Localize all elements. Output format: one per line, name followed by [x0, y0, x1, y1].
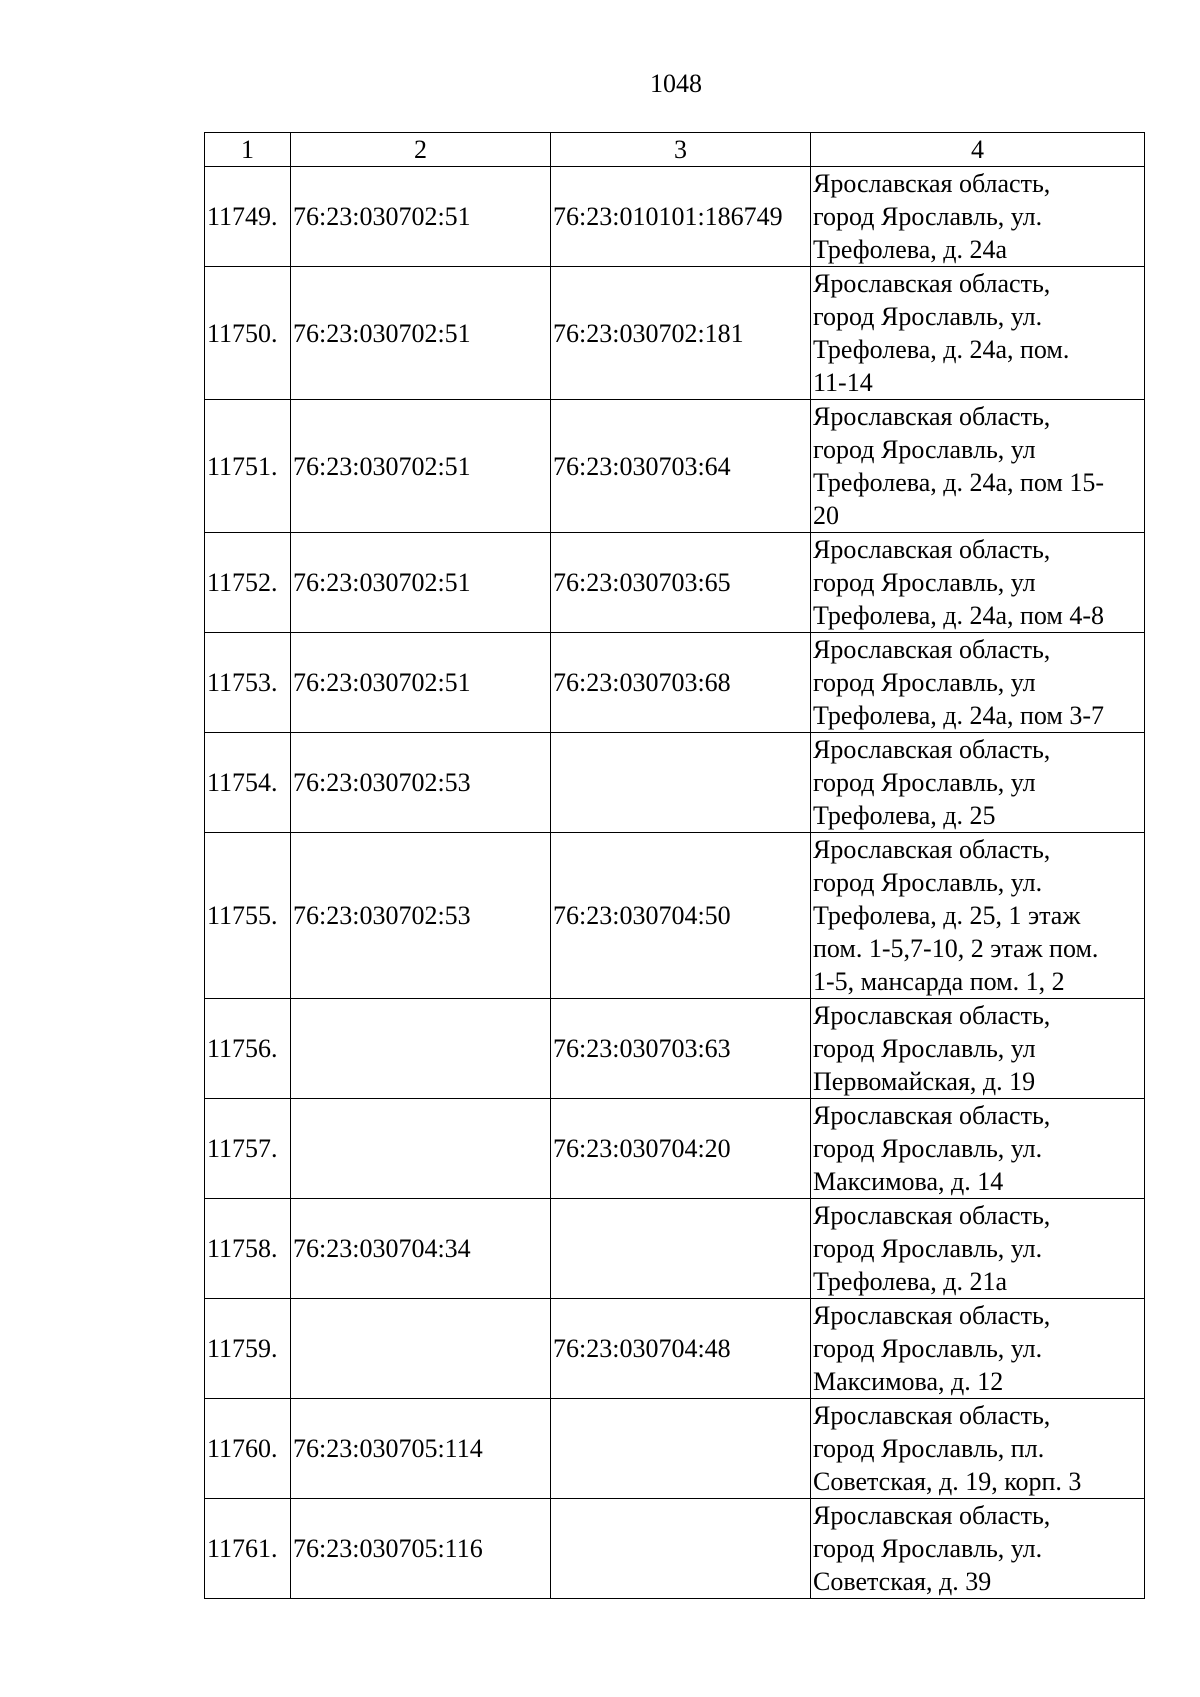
cadastral-number-object: 76:23:010101:186749 [551, 167, 811, 267]
cadastral-number-land: 76:23:030702:51 [291, 400, 551, 533]
cadastral-number-object [551, 1399, 811, 1499]
row-number: 11758. [205, 1199, 291, 1299]
address: Ярославская область, город Ярославль, пл. Советская, д. 19, корп. 3 [811, 1399, 1145, 1499]
cadastral-number-land: 76:23:030702:51 [291, 167, 551, 267]
row-number: 11754. [205, 733, 291, 833]
table-row [205, 833, 1145, 999]
table-header-row [205, 133, 1145, 167]
row-number: 11753. [205, 633, 291, 733]
page-number: 1048 [650, 69, 702, 98]
column-header-2: 2 [291, 133, 551, 167]
cadastral-number-land: 76:23:030702:53 [291, 733, 551, 833]
table-row [205, 1199, 1145, 1299]
cadastral-number-land [291, 999, 551, 1099]
row-number: 11761. [205, 1499, 291, 1599]
cadastral-number-land: 76:23:030705:116 [291, 1499, 551, 1599]
table-row [205, 400, 1145, 533]
cadastral-number-land: 76:23:030705:114 [291, 1399, 551, 1499]
address: Ярославская область, город Ярославль, ул. Максимова, д. 14 [811, 1099, 1145, 1199]
address: Ярославская область, город Ярославль, ул. Максимова, д. 12 [811, 1299, 1145, 1399]
address: Ярославская область, город Ярославль, ул Трефолева, д. 24а, пом 4-8 [811, 533, 1145, 633]
table-row [205, 733, 1145, 833]
cadastral-number-object [551, 1499, 811, 1599]
address: Ярославская область, город Ярославль, ул Трефолева, д. 24а, пом 3-7 [811, 633, 1145, 733]
address: Ярославская область, город Ярославль, ул. Трефолева, д. 24а, пом. 11-14 [811, 267, 1145, 400]
table-row [205, 533, 1145, 633]
cadastral-number-land: 76:23:030702:51 [291, 267, 551, 400]
address: Ярославская область, город Ярославль, ул. Советская, д. 39 [811, 1499, 1145, 1599]
cadastral-number-land: 76:23:030702:51 [291, 633, 551, 733]
cadastral-number-land: 76:23:030702:53 [291, 833, 551, 999]
cadastral-number-object: 76:23:030703:63 [551, 999, 811, 1099]
cadastral-number-object [551, 1199, 811, 1299]
row-number: 11759. [205, 1299, 291, 1399]
cadastral-number-object [551, 733, 811, 833]
cadastral-number-object: 76:23:030704:20 [551, 1099, 811, 1199]
column-header-4: 4 [811, 133, 1145, 167]
cadastral-number-object: 76:23:030704:48 [551, 1299, 811, 1399]
row-number: 11751. [205, 400, 291, 533]
table-row [205, 1399, 1145, 1499]
address: Ярославская область, город Ярославль, ул. Трефолева, д. 24а [811, 167, 1145, 267]
row-number: 11752. [205, 533, 291, 633]
address: Ярославская область, город Ярославль, ул Трефолева, д. 25 [811, 733, 1145, 833]
cadastral-number-land [291, 1099, 551, 1199]
row-number: 11756. [205, 999, 291, 1099]
cadastral-number-object: 76:23:030704:50 [551, 833, 811, 999]
address: Ярославская область, город Ярославль, ул. Трефолева, д. 21а [811, 1199, 1145, 1299]
cadastral-number-land: 76:23:030704:34 [291, 1199, 551, 1299]
row-number: 11755. [205, 833, 291, 999]
table-row [205, 633, 1145, 733]
table-row [205, 267, 1145, 400]
table-row [205, 1499, 1145, 1599]
cadastral-number-land: 76:23:030702:51 [291, 533, 551, 633]
cadastral-number-object: 76:23:030703:68 [551, 633, 811, 733]
address: Ярославская область, город Ярославль, ул Первомайская, д. 19 [811, 999, 1145, 1099]
cadastral-number-object: 76:23:030703:64 [551, 400, 811, 533]
row-number: 11760. [205, 1399, 291, 1499]
cadastral-number-land [291, 1299, 551, 1399]
registry-table [204, 132, 1145, 1599]
row-number: 11750. [205, 267, 291, 400]
column-header-3: 3 [551, 133, 811, 167]
row-number: 11757. [205, 1099, 291, 1199]
table-row [205, 1299, 1145, 1399]
address: Ярославская область, город Ярославль, ул Трефолева, д. 24а, пом 15- 20 [811, 400, 1145, 533]
column-header-1: 1 [205, 133, 291, 167]
row-number: 11749. [205, 167, 291, 267]
cadastral-number-object: 76:23:030703:65 [551, 533, 811, 633]
table-row [205, 1099, 1145, 1199]
table-row [205, 999, 1145, 1099]
table-row [205, 167, 1145, 267]
cadastral-number-object: 76:23:030702:181 [551, 267, 811, 400]
address: Ярославская область, город Ярославль, ул. Трефолева, д. 25, 1 этаж пом. 1-5,7-10, 2 этаж пом. 1-5, мансарда пом. 1, 2 [811, 833, 1145, 999]
